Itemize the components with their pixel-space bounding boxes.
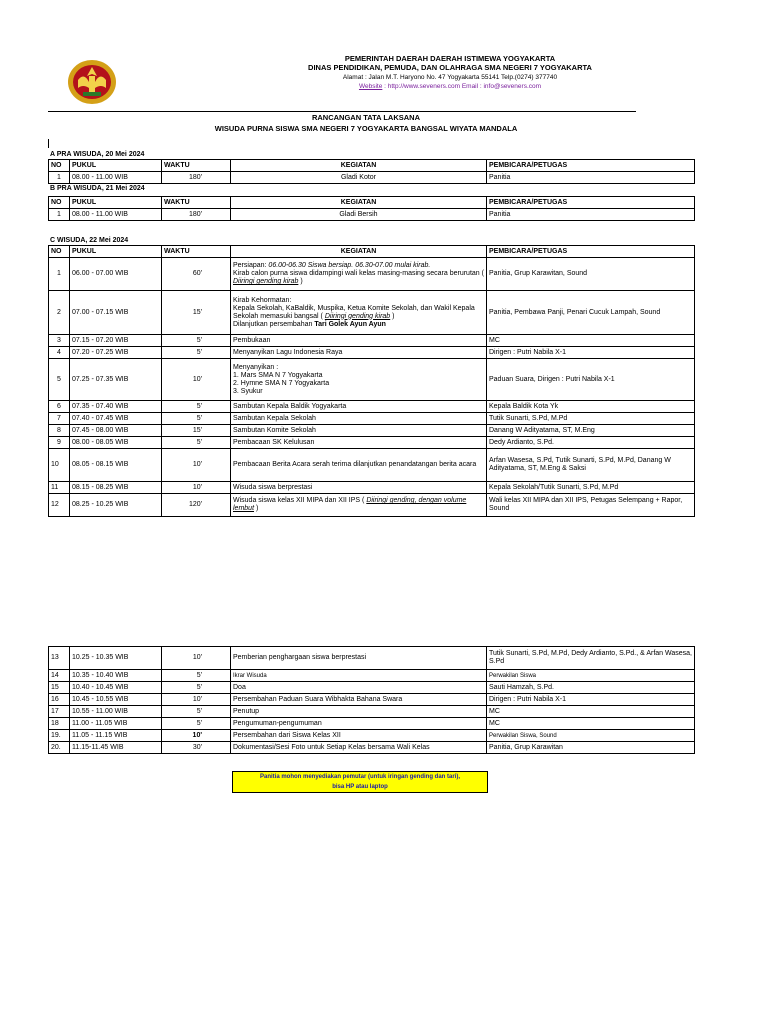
- cell-pukul: 08.00 - 08.05 WIB: [70, 437, 162, 449]
- table-row: [49, 291, 695, 335]
- cell-waktu: 10': [162, 730, 231, 742]
- cell-waktu: 10': [162, 482, 231, 494]
- cell-kegiatan: Pemberian penghargaan siswa berprestasi: [231, 647, 487, 670]
- cell-pukul: 07.35 - 07.40 WIB: [70, 401, 162, 413]
- cell-pukul: 10.25 - 10.35 WIB: [70, 647, 162, 670]
- cell-pukul: 11.05 - 11.15 WIB: [70, 730, 162, 742]
- cell-waktu: 15': [162, 291, 231, 335]
- cell-waktu: 5': [162, 682, 231, 694]
- header-divider: [48, 111, 636, 112]
- doc-subtitle: WISUDA PURNA SISWA SMA NEGERI 7 YOGYAKARTA BANGSAL WIYATA MANDALA: [214, 124, 518, 133]
- cell-kegiatan: Penutup: [231, 706, 487, 718]
- table-row: [49, 413, 695, 425]
- cell-no: 20.: [49, 742, 70, 754]
- cell-petugas: Dedy Ardianto, S.Pd.: [487, 437, 695, 449]
- kegiatan-text: ): [390, 312, 395, 320]
- cell-petugas: Danang W Adityatama, ST, M.Eng: [487, 425, 695, 437]
- cell-petugas: Tutik Sunarti, S.Pd, M.Pd: [487, 413, 695, 425]
- cell-petugas: Perwakilan Siswa: [487, 670, 695, 682]
- kegiatan-text: Kirab calon purna siswa didampingi wali kelas masing-masing secara berurutan (: [233, 270, 484, 277]
- table-row: [49, 172, 695, 184]
- section-b-table: [48, 196, 695, 221]
- cell-kegiatan: Sambutan Komite Sekolah: [231, 425, 487, 437]
- cell-kegiatan: Persembahan dari Siswa Kelas XII: [231, 730, 487, 742]
- cell-no: 1: [49, 172, 70, 184]
- cell-no: 1: [49, 258, 70, 291]
- cell-waktu: 10': [162, 694, 231, 706]
- cell-petugas: Panitia, Grup Karawitan: [487, 742, 695, 754]
- section-a-table: [48, 159, 695, 184]
- cell-petugas: MC: [487, 335, 695, 347]
- header-department: DINAS PENDIDIKAN, PEMUDA, DAN OLAHRAGA SMA NEGERI 7 YOGYAKARTA: [308, 63, 592, 72]
- cell-no: 12: [49, 494, 70, 517]
- table-row: [49, 494, 695, 517]
- cell-no: 10: [49, 449, 70, 482]
- cell-petugas: MC: [487, 718, 695, 730]
- kegiatan-text: 3. Syukur: [233, 387, 263, 395]
- kegiatan-text: Persiapan:: [233, 262, 269, 269]
- cell-waktu: 15': [162, 425, 231, 437]
- doc-title: RANCANGAN TATA LAKSANA: [311, 113, 421, 122]
- cell-pukul: 10.35 - 10.40 WIB: [70, 670, 162, 682]
- cell-petugas: Arfan Wasesa, S.Pd, Tutik Sunarti, S.Pd, M.Pd, Danang W Adityatama, ST, M.Eng & Saksi: [487, 449, 695, 482]
- cell-pukul: 07.40 - 07.45 WIB: [70, 413, 162, 425]
- table-row: [49, 437, 695, 449]
- cell-kegiatan: Pembacaan Berita Acara serah terima dilanjutkan penandatangan berita acara: [231, 449, 487, 482]
- cell-no: 8: [49, 425, 70, 437]
- section-b-label: B PRA WISUDA, 21 Mei 2024: [50, 185, 145, 192]
- col-pukul: PUKUL: [70, 246, 162, 258]
- table-row: [49, 209, 695, 221]
- cell-pukul: 07.25 - 07.35 WIB: [70, 359, 162, 401]
- table-row: [49, 718, 695, 730]
- cell-pukul: 10.55 - 11.00 WIB: [70, 706, 162, 718]
- cell-no: 19.: [49, 730, 70, 742]
- cell-waktu: 5': [162, 718, 231, 730]
- cell-pukul: 11.00 - 11.05 WIB: [70, 718, 162, 730]
- cell-no: 6: [49, 401, 70, 413]
- cell-pukul: 07.00 - 07.15 WIB: [70, 291, 162, 335]
- text-cursor: [48, 139, 49, 148]
- kegiatan-text: 2. Hymne SMA N 7 Yogyakarta: [233, 379, 330, 387]
- cell-kegiatan: Dokumentasi/Sesi Foto untuk Setiap Kelas bersama Wali Kelas: [231, 742, 487, 754]
- cell-petugas: Dirigen : Putri Nabila X-1: [487, 694, 695, 706]
- cell-kegiatan: Gladi Bersih: [231, 209, 487, 221]
- table-row: [49, 647, 695, 670]
- table-row: [49, 682, 695, 694]
- col-petugas: PEMBICARA/PETUGAS: [487, 197, 695, 209]
- table-row: [49, 730, 695, 742]
- cell-kegiatan: [231, 359, 487, 401]
- cell-kegiatan: Menyanyikan Lagu Indonesia Raya: [231, 347, 487, 359]
- cell-pukul: 10.45 - 10.55 WIB: [70, 694, 162, 706]
- header-contact: [160, 82, 740, 91]
- cell-no: 4: [49, 347, 70, 359]
- cell-kegiatan: [231, 291, 487, 335]
- col-no: NO: [49, 197, 70, 209]
- table-row: [49, 670, 695, 682]
- note-line: Panitia mohon menyediakan pemutar (untuk iringan gending dan tari),: [259, 774, 461, 780]
- cell-pukul: 06.00 - 07.00 WIB: [70, 258, 162, 291]
- col-pukul: PUKUL: [70, 160, 162, 172]
- section-c-continued-table: [48, 646, 695, 754]
- cell-no: 17: [49, 706, 70, 718]
- cell-waktu: 10': [162, 359, 231, 401]
- school-crest-logo: [66, 58, 118, 106]
- table-row: [49, 335, 695, 347]
- kegiatan-text: Dilanjutkan persembahan: [233, 320, 315, 328]
- kegiatan-text: ): [254, 505, 259, 512]
- cell-no: 5: [49, 359, 70, 401]
- table-row: [49, 401, 695, 413]
- section-a-label: A PRA WISUDA, 20 Mei 2024: [50, 151, 145, 158]
- cell-waktu: 180': [162, 209, 231, 221]
- table-row: [49, 706, 695, 718]
- header-agency: PEMERINTAH DAERAH DAERAH ISTIMEWA YOGYAKARTA: [344, 54, 556, 63]
- kegiatan-text: Menyanyikan :: [233, 363, 279, 371]
- cell-pukul: 07.45 - 08.00 WIB: [70, 425, 162, 437]
- cell-kegiatan: Wisuda siswa berprestasi: [231, 482, 487, 494]
- cell-pukul: 07.20 - 07.25 WIB: [70, 347, 162, 359]
- col-no: NO: [49, 160, 70, 172]
- kegiatan-note: Diiringi gending kirab: [324, 312, 391, 320]
- cell-kegiatan: Ikrar Wisuda: [231, 670, 487, 682]
- cell-no: 15: [49, 682, 70, 694]
- cell-waktu: 10': [162, 449, 231, 482]
- cell-no: 11: [49, 482, 70, 494]
- table-header-row: [49, 197, 695, 209]
- table-row: [49, 359, 695, 401]
- cell-waktu: 180': [162, 172, 231, 184]
- cell-kegiatan: Gladi Kotor: [231, 172, 487, 184]
- cell-petugas: Wali kelas XII MIPA dan XII IPS, Petugas Selempang + Rapor, Sound: [487, 494, 695, 517]
- cell-no: 1: [49, 209, 70, 221]
- table-row: [49, 258, 695, 291]
- cell-waktu: 5': [162, 670, 231, 682]
- cell-no: 2: [49, 291, 70, 335]
- table-header-row: [49, 160, 695, 172]
- col-no: NO: [49, 246, 70, 258]
- table-header-row: [49, 246, 695, 258]
- cell-pukul: 08.00 - 11.00 WIB: [70, 209, 162, 221]
- equipment-note: [232, 771, 488, 793]
- col-pukul: PUKUL: [70, 197, 162, 209]
- col-waktu: WAKTU: [162, 246, 231, 258]
- cell-petugas: Perwakilan Siswa, Sound: [487, 730, 695, 742]
- kegiatan-text: Kirab Kehormatan:: [233, 296, 292, 304]
- cell-no: 16: [49, 694, 70, 706]
- cell-waktu: 60': [162, 258, 231, 291]
- cell-waktu: 30': [162, 742, 231, 754]
- table-row: [49, 482, 695, 494]
- cell-no: 18: [49, 718, 70, 730]
- kegiatan-note: Diiringi gending kirab: [233, 278, 299, 285]
- section-c-table: [48, 245, 695, 517]
- kegiatan-text: Kepala Sekolah, KaBaldik, Muspika, Ketua Komite Sekolah, dan Wakil Kepala Sekolah memasuki bangsal (: [233, 304, 475, 320]
- col-waktu: WAKTU: [162, 160, 231, 172]
- table-row: [49, 694, 695, 706]
- note-line: bisa HP atau laptop: [332, 784, 388, 790]
- cell-pukul: 08.15 - 08.25 WIB: [70, 482, 162, 494]
- cell-pukul: 10.40 - 10.45 WIB: [70, 682, 162, 694]
- cell-no: 13: [49, 647, 70, 670]
- website-link[interactable]: Website: [358, 83, 383, 90]
- section-c-label: C WISUDA, 22 Mei 2024: [50, 237, 129, 244]
- cell-petugas: Tutik Sunarti, S.Pd, M.Pd, Dedy Ardianto, S.Pd., & Arfan Wasesa, S.Pd: [487, 647, 695, 670]
- cell-kegiatan: Sambutan Kepala Baldik Yogyakarta: [231, 401, 487, 413]
- cell-no: 14: [49, 670, 70, 682]
- table-row: [49, 449, 695, 482]
- table-row: [49, 425, 695, 437]
- kegiatan-text: Wisuda siswa kelas XII MIPA dan XII IPS (: [233, 497, 367, 504]
- cell-petugas: MC: [487, 706, 695, 718]
- col-petugas: PEMBICARA/PETUGAS: [487, 246, 695, 258]
- kegiatan-italic: 06.00-06.30 Siswa bersiap. 06.30-07.00 mulai kirab.: [268, 262, 431, 269]
- kegiatan-text: ): [298, 278, 303, 285]
- cell-waktu: 10': [162, 647, 231, 670]
- col-kegiatan: KEGIATAN: [231, 160, 487, 172]
- cell-pukul: 08.25 - 10.25 WIB: [70, 494, 162, 517]
- cell-kegiatan: Persembahan Paduan Suara Wibhakta Bahana Swara: [231, 694, 487, 706]
- cell-kegiatan: Pembacaan SK Kelulusan: [231, 437, 487, 449]
- cell-petugas: Dirigen : Putri Nabila X-1: [487, 347, 695, 359]
- kegiatan-text: 1. Mars SMA N 7 Yogyakarta: [233, 371, 323, 379]
- cell-pukul: 07.15 - 07.20 WIB: [70, 335, 162, 347]
- cell-petugas: Panitia, Grup Karawitan, Sound: [487, 258, 695, 291]
- cell-no: 3: [49, 335, 70, 347]
- col-kegiatan: KEGIATAN: [231, 197, 487, 209]
- cell-waktu: 120': [162, 494, 231, 517]
- cell-kegiatan: [231, 258, 487, 291]
- cell-petugas: Paduan Suara, Dirigen : Putri Nabila X-1: [487, 359, 695, 401]
- cell-no: 7: [49, 413, 70, 425]
- header-address: Alamat : Jalan M.T. Haryono No. 47 Yogyakarta 55141 Telp.(0274) 377740: [342, 74, 558, 81]
- cell-pukul: 08.00 - 11.00 WIB: [70, 172, 162, 184]
- kegiatan-bold: Tari Golek Ayun Ayun: [314, 320, 386, 328]
- table-row: [49, 742, 695, 754]
- cell-waktu: 5': [162, 437, 231, 449]
- cell-petugas: Panitia, Pembawa Panji, Penari Cucuk Lampah, Sound: [487, 291, 695, 335]
- cell-waktu: 5': [162, 347, 231, 359]
- website-email: : http://www.seveners.com Email : info@seveners.com: [382, 83, 542, 90]
- cell-pukul: 08.05 - 08.15 WIB: [70, 449, 162, 482]
- col-waktu: WAKTU: [162, 197, 231, 209]
- cell-kegiatan: Sambutan Kepala Sekolah: [231, 413, 487, 425]
- cell-petugas: Sauti Hamzah, S.Pd.: [487, 682, 695, 694]
- cell-kegiatan: Doa: [231, 682, 487, 694]
- cell-petugas: Panitia: [487, 209, 695, 221]
- cell-kegiatan: [231, 494, 487, 517]
- table-row: [49, 347, 695, 359]
- cell-kegiatan: Pengumuman-pengumuman: [231, 718, 487, 730]
- col-petugas: PEMBICARA/PETUGAS: [487, 160, 695, 172]
- cell-waktu: 5': [162, 335, 231, 347]
- cell-pukul: 11.15-11.45 WIB: [70, 742, 162, 754]
- cell-kegiatan: Pembukaan: [231, 335, 487, 347]
- cell-waktu: 5': [162, 401, 231, 413]
- cell-petugas: Panitia: [487, 172, 695, 184]
- cell-waktu: 5': [162, 706, 231, 718]
- kegiatan-note: Diiringi gending, dengan volume lembut: [233, 497, 467, 512]
- cell-no: 9: [49, 437, 70, 449]
- cell-petugas: Kepala Baldik Kota Yk: [487, 401, 695, 413]
- col-kegiatan: KEGIATAN: [231, 246, 487, 258]
- cell-waktu: 5': [162, 413, 231, 425]
- cell-petugas: Kepala Sekolah/Tutik Sunarti, S.Pd, M.Pd: [487, 482, 695, 494]
